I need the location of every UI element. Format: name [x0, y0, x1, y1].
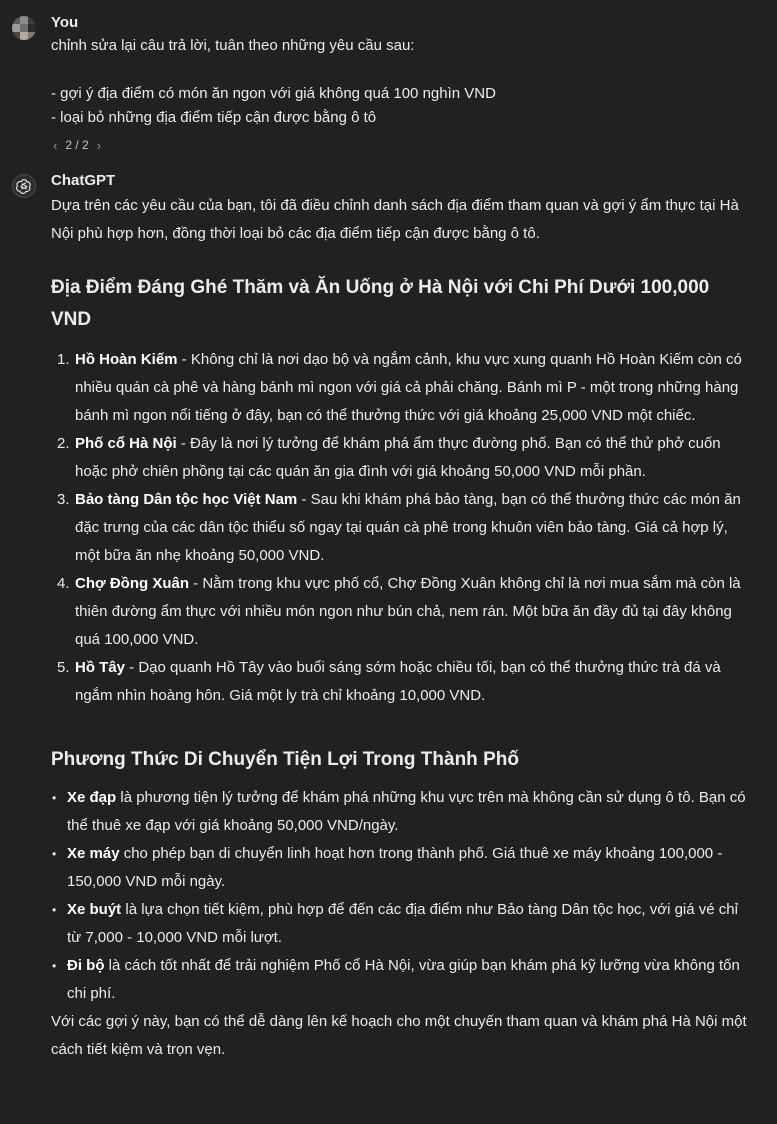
bullet-icon: •: [52, 791, 57, 805]
place-name: Bảo tàng Dân tộc học Việt Nam: [75, 491, 298, 508]
list-item: [52, 952, 749, 1008]
list-number: 1.: [57, 351, 70, 368]
place-name: Hồ Hoàn Kiếm: [75, 351, 178, 368]
bullet-icon: •: [52, 903, 57, 917]
place-description: - Sau khi khám phá bảo tàng, bạn có thể thưởng thức các món ăn đặc trưng của các dân tộc thiểu số ngay tại quán cà phê trong khuôn viên bảo tàng. Giá cả hợp lý, một bữa ăn nhẹ khoảng 50,000 VND.: [75, 491, 741, 564]
assistant-sender-name: ChatGPT: [51, 172, 116, 189]
response-pager: [51, 136, 749, 154]
transport-name: Xe buýt: [67, 901, 122, 918]
list-item: [57, 486, 749, 570]
place-description: - Dạo quanh Hồ Tây vào buổi sáng sớm hoặc chiều tối, bạn có thể thưởng thức trà đá và ngắm nhìn hoàng hôn. Giá một ly trà chỉ khoảng 10,000 VND.: [75, 659, 721, 704]
assistant-message: [0, 170, 777, 1064]
transport-name: Đi bộ: [67, 957, 105, 974]
user-avatar: [12, 16, 36, 40]
section-heading-transport: Phương Thức Di Chuyển Tiện Lợi Trong Thành Phố: [51, 749, 519, 770]
list-number: 4.: [57, 575, 70, 592]
intro-paragraph: Dựa trên các yêu cầu của bạn, tôi đã điều chỉnh danh sách địa điểm tham quan và gợi ý ẩm thực tại Hà Nội phù hợp hơn, đồng thời loại bỏ các địa điểm tiếp cận được bằng ô tô.: [51, 197, 739, 242]
user-message: [0, 12, 777, 154]
transport-name: Xe máy: [67, 845, 120, 862]
list-item: [52, 840, 749, 896]
transport-description: là phương tiện lý tưởng để khám phá những khu vực trên mà không cần sử dụng ô tô. Bạn có thể thuê xe đạp với giá khoảng 50,000 VND/ngày.: [67, 789, 746, 834]
list-item: [57, 346, 749, 430]
place-name: Phố cổ Hà Nội: [75, 435, 177, 452]
list-number: 2.: [57, 435, 70, 452]
bullet-icon: •: [52, 847, 57, 861]
assistant-message-body: [51, 192, 749, 1064]
user-message-text: [51, 34, 749, 130]
place-name: Chợ Đồng Xuân: [75, 575, 189, 592]
transport-description: cho phép bạn di chuyển linh hoạt hơn trong thành phố. Giá thuê xe máy khoảng 100,000 - 150,000 VND mỗi ngày.: [67, 845, 723, 890]
place-description: - Nằm trong khu vực phố cổ, Chợ Đồng Xuân không chỉ là nơi mua sắm mà còn là thiên đường ẩm thực với nhiều món ngon như bún chả, nem rán. Một bữa ăn đầy đủ tại đây không quá 100,000 VND.: [75, 575, 741, 648]
list-item: [57, 430, 749, 486]
list-item: [52, 784, 749, 840]
list-number: 5.: [57, 659, 70, 676]
closing-paragraph: Với các gợi ý này, bạn có thể dễ dàng lên kế hoạch cho một chuyến tham quan và khám phá Hà Nội một cách tiết kiệm và trọn vẹn.: [51, 1013, 747, 1058]
list-item: [52, 896, 749, 952]
user-line: - gợi ý địa điểm có món ăn ngon với giá không quá 100 nghìn VND: [51, 85, 496, 102]
place-description: - Không chỉ là nơi dạo bộ và ngắm cảnh, khu vực xung quanh Hồ Hoàn Kiếm còn có nhiều quán cà phê và hàng bánh mì ngon với giá cả phải chăng. Bánh mì P - một trong những hàng bánh mì ngon nổi tiếng ở đây, bạn có thể thưởng thức với giá khoảng 25,000 VND một chiếc.: [75, 351, 742, 424]
previous-response-icon[interactable]: ‹: [53, 137, 58, 153]
list-item: [57, 654, 749, 710]
user-line: chỉnh sửa lại câu trả lời, tuân theo những yêu cầu sau:: [51, 37, 415, 54]
transport-description: là lựa chọn tiết kiệm, phù hợp để đến các địa điểm như Bảo tàng Dân tộc học, với giá vé chỉ từ 7,000 - 10,000 VND mỗi lượt.: [67, 901, 738, 946]
user-sender-name: You: [51, 14, 79, 31]
user-line: - loại bỏ những địa điểm tiếp cận được bằng ô tô: [51, 109, 377, 126]
transport-description: là cách tốt nhất để trải nghiệm Phố cổ Hà Nội, vừa giúp bạn khám phá kỹ lưỡng vừa không tốn chi phí.: [67, 957, 740, 1002]
list-item: [57, 570, 749, 654]
section-heading-places: Địa Điểm Đáng Ghé Thăm và Ăn Uống ở Hà Nội với Chi Phí Dưới 100,000 VND: [51, 277, 710, 330]
bullet-icon: •: [52, 959, 57, 973]
openai-logo-icon: [12, 174, 36, 198]
place-description: - Đây là nơi lý tưởng để khám phá ẩm thực đường phố. Bạn có thể thử phở cuốn hoặc phở chiên phồng tại các quán ăn gia đình với giá khoảng 50,000 VND mỗi phần.: [75, 435, 721, 480]
pager-label: 2 / 2: [65, 138, 89, 152]
next-response-icon[interactable]: ›: [96, 137, 102, 153]
list-number: 3.: [57, 491, 70, 508]
transport-list: [51, 784, 749, 1008]
places-list: [51, 346, 749, 710]
transport-name: Xe đạp: [67, 789, 117, 806]
place-name: Hồ Tây: [75, 659, 126, 676]
